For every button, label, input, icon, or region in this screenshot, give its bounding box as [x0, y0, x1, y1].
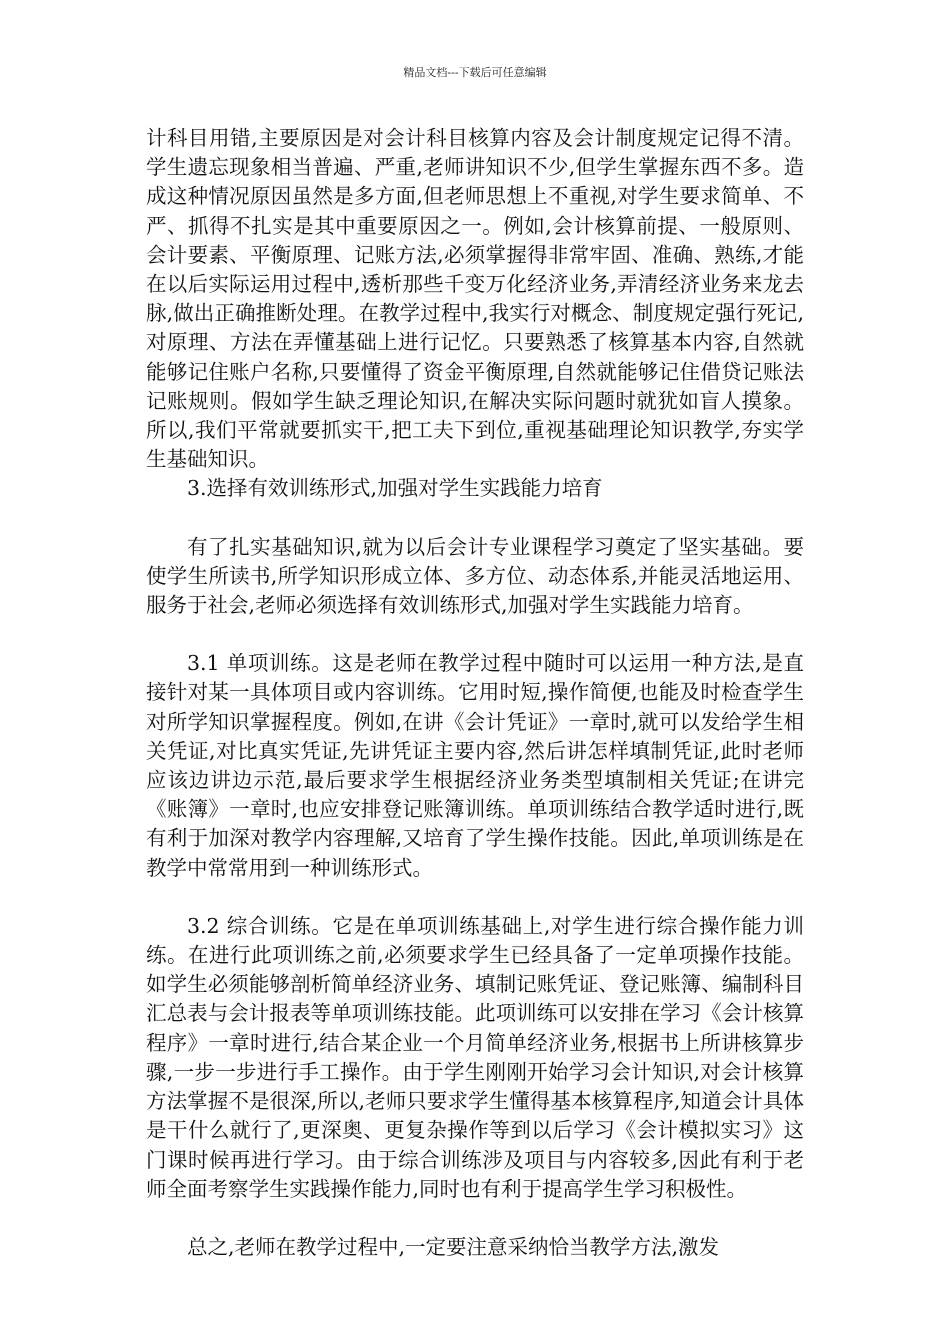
paragraph-continuation: 计科目用错,主要原因是对会计科目核算内容及会计制度规定记得不清。学生遗忘现象相当普遍、严重,老师讲知识不少,但学生掌握东西不多。造成这种情况原因虽然是多方面,但老师思想上不重视,对学生要求简单、不严、抓得不扎实是其中重要原因之一。例如,会计核算前提、一般原则、会计要素、平衡原理、记账方法,必须掌握得非常牢固、准确、熟练,才能在以后实际运用过程中,透析那些千变万化经济业务,弄清经济业务来龙去脉,做出正确推断处理。在教学过程中,我实行对概念、制度规定强行死记,对原理、方法在弄懂基础上进行记忆。只要熟悉了核算基本内容,自然就能够记住账户名称,只要懂得了资金平衡原理,自然就能够记住借贷记账法记账规则。假如学生缺乏理论知识,在解决实际问题时就犹如盲人摸象。所以,我们平常就要抓实干,把工夫下到位,重视基础理论知识教学,夯实学生基础知识。 — [146, 126, 804, 472]
paragraph-summary: 总之,老师在教学过程中,一定要注意采纳恰当教学方法,激发 — [187, 1234, 720, 1259]
paragraph-3-2: 3.2 综合训练。它是在单项训练基础上,对学生进行综合操作能力训练。在进行此项训练之前,必须要求学生已经具备了一定单项操作技能。如学生必须能够剖析简单经济业务、填制记账凭证、登记账簿、编制科目汇总表与会计报表等单项训练技能。此项训练可以安排在学习《会计核算程序》一章时进行,结合某企业一个月简单经济业务,根据书上所讲核算步骤,一步一步进行手工操作。由于学生刚刚开始学习会计知识,对会计核算方法掌握不是很深,所以,老师只要求学生懂得基本核算程序,知道会计具体是干什么就行了,更深奥、更复杂操作等到以后学习《会计模拟实习》这门课时候再进行学习。由于综合训练涉及项目与内容较多,因此有利于老师全面考察学生实践操作能力,同时也有利于提高学生学习积极性。 — [146, 913, 804, 1201]
document-body — [146, 124, 804, 1262]
paragraph-3-1: 3.1 单项训练。这是老师在教学过程中随时可以运用一种方法,是直接针对某一具体项目或内容训练。它用时短,操作简便,也能及时检查学生对所学知识掌握程度。例如,在讲《会计凭证》一章时,就可以发给学生相关凭证,对比真实凭证,先讲凭证主要内容,然后讲怎样填制凭证,此时老师应该边讲边示范,最后要求学生根据经济业务类型填制相关凭证;在讲完《账簿》一章时,也应安排登记账簿训练。单项训练结合教学适时进行,既有利于加深对教学内容理解,又培育了学生操作技能。因此,单项训练是在教学中常常用到一种训练形式。 — [146, 651, 804, 880]
section-heading-3: 3.选择有效训练形式,加强对学生实践能力培育 — [187, 476, 603, 501]
page-header: 精品文档---下载后可任意编辑 — [403, 66, 547, 79]
paragraph-intro: 有了扎实基础知识,就为以后会计专业课程学习奠定了坚实基础。要使学生所读书,所学知识形成立体、多方位、动态体系,并能灵活地运用、服务于社会,老师必须选择有效训练形式,加强对学生实践能力培育。 — [146, 534, 804, 618]
